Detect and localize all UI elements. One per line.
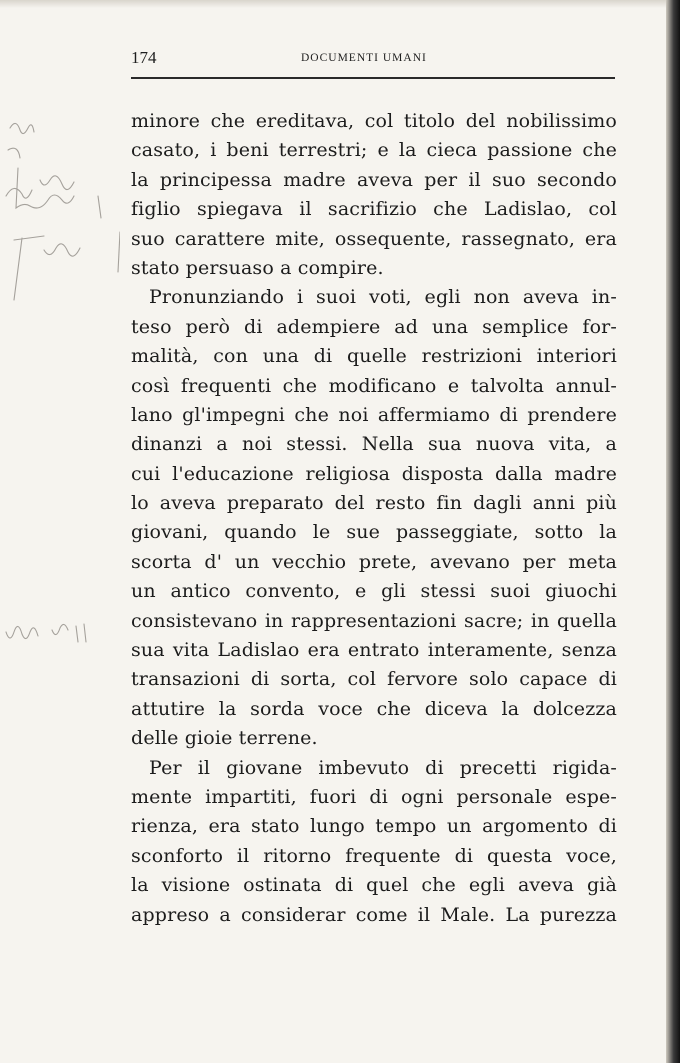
text-line: delle gioie terrene. xyxy=(131,727,318,750)
text-line: mente impartiti, fuori di ogni personale espe- xyxy=(131,785,617,808)
text-line: appreso a considerar come il Male. La purezza xyxy=(131,903,617,926)
text-line: transazioni di sorta, col fervore solo capace di xyxy=(131,668,617,691)
text-line: lano gl'impegni che noi affermiamo di prendere xyxy=(131,403,617,426)
text-line: così frequenti che modificano e talvolta annul- xyxy=(131,374,617,397)
text-line: cui l'educazione religiosa disposta dalla madre xyxy=(131,462,617,485)
text-line: teso però di adempiere ad una semplice for- xyxy=(131,315,617,338)
text-line: minore che ereditava, col titolo del nobilissimo xyxy=(131,110,617,132)
text-line: giovani, quando le sue passeggiate, sotto la xyxy=(131,521,617,544)
text-line: la visione ostinata di quel che egli aveva già xyxy=(131,874,617,897)
text-line: consistevano in rappresentazioni sacre; in quella xyxy=(131,609,617,632)
text-line: scorta d' un vecchio prete, avevano per meta xyxy=(131,550,617,573)
text-line: sconforto il ritorno frequente di questa voce, xyxy=(131,844,617,867)
text-line: figlio spiegava il sacrifizio che Ladislao, col xyxy=(131,198,617,221)
text-line: sua vita Ladislao era entrato interamente, senza xyxy=(131,639,617,662)
text-line: un antico convento, e gli stessi suoi giuochi xyxy=(131,580,617,603)
text-line: attutire la sorda voce che diceva la dolcezza xyxy=(131,697,617,720)
text-line: dinanzi a noi stessi. Nella sua nuova vita, a xyxy=(131,433,617,456)
page-number: 174 xyxy=(131,48,157,67)
text-line: stato persuaso a compire. xyxy=(131,256,384,279)
text-line: malità, con una di quelle restrizioni interiori xyxy=(131,345,617,368)
running-head: DOCUMENTI UMANI xyxy=(301,52,427,64)
text-line: suo carattere mite, ossequente, rassegnato, era xyxy=(131,227,617,250)
page-header xyxy=(131,48,615,70)
margin-handwriting xyxy=(0,0,120,1063)
text-line: rienza, era stato lungo tempo un argomento di xyxy=(131,815,617,838)
text-line: lo aveva preparato del resto fin dagli anni più xyxy=(131,492,617,515)
text-line: la principessa madre aveva per il suo secondo xyxy=(131,168,617,191)
page-edge-shadow xyxy=(666,0,680,1063)
body-text xyxy=(131,107,617,930)
text-line: Pronunziando i suoi voti, egli non aveva in- xyxy=(149,286,617,309)
header-rule xyxy=(131,77,615,79)
text-line: Per il giovane imbevuto di precetti rigida- xyxy=(149,756,617,779)
text-line: casato, i beni terrestri; e la cieca passione che xyxy=(131,139,617,162)
